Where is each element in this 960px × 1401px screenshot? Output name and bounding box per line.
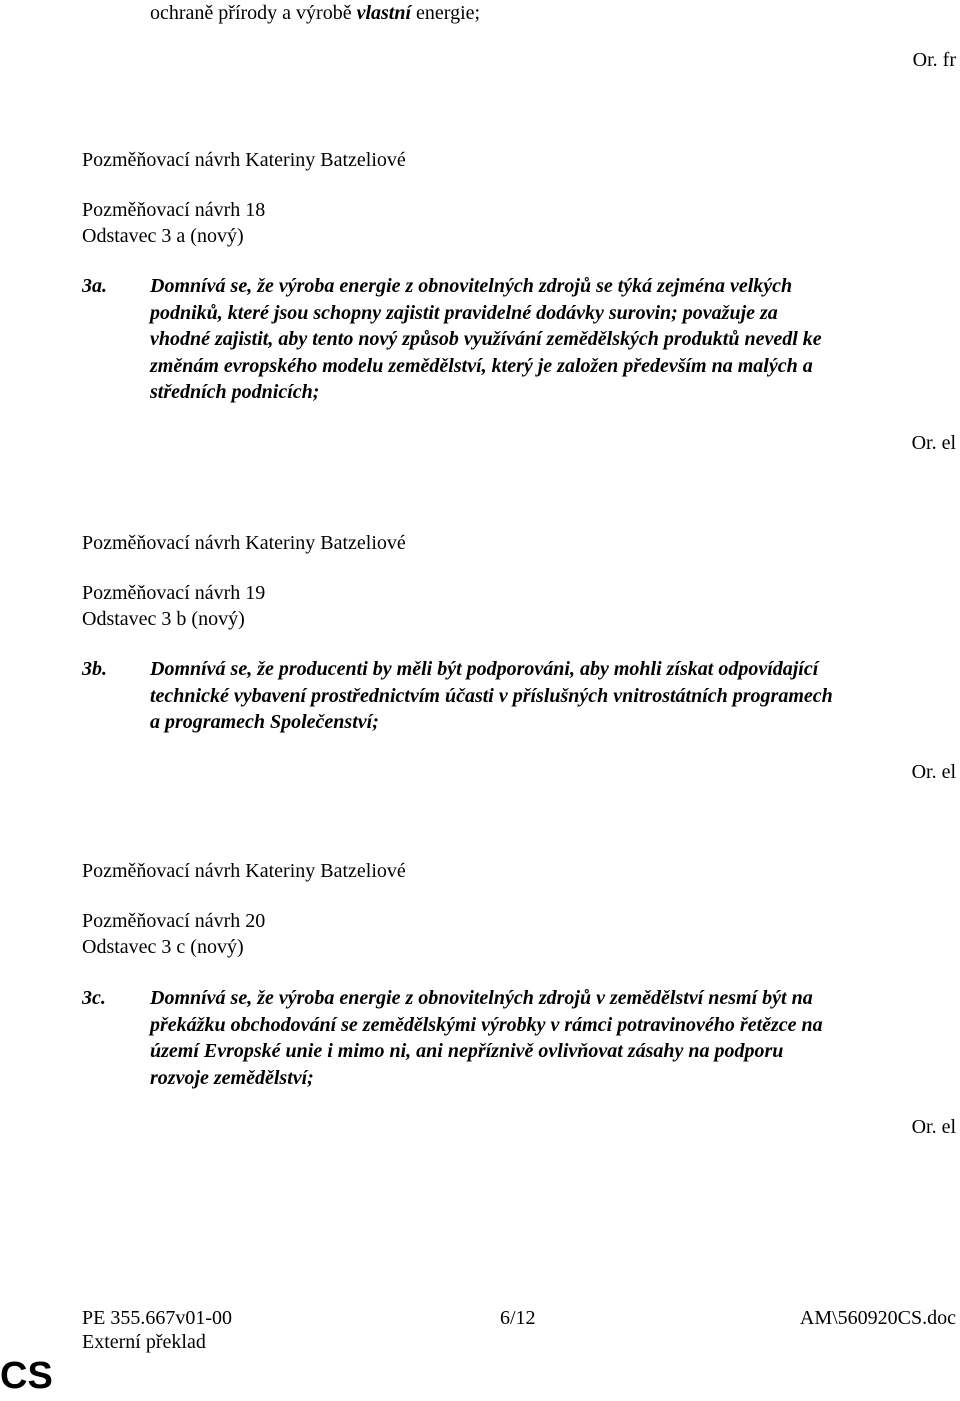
amendment-author: Pozměňovací návrh Kateriny Batzeliové (82, 149, 406, 171)
amendment-text-line: území Evropské unie i mimo ni, ani nepříznivě ovlivňovat zásahy na podporu (150, 1040, 784, 1062)
top-text-emphasis: vlastní (356, 2, 412, 24)
amendment-text-line: změnám evropského modelu zemědělství, který je založen především na malých a (150, 354, 813, 377)
item-number: 3a. (82, 275, 107, 297)
amendment-author: Pozměňovací návrh Kateriny Batzeliové (82, 860, 406, 882)
amendment-text (150, 656, 950, 736)
amendment-text-line: podniků, které jsou schopny zajistit pravidelné dodávky surovin; považuje za (150, 301, 778, 324)
item-number: 3c. (82, 987, 106, 1009)
footer-document-name: AM\560920CS.doc (799, 1307, 956, 1329)
amendment-number: Pozměňovací návrh 18 (82, 199, 266, 221)
amendment-text-line: středních podnicích; (150, 381, 320, 403)
original-language-el: Or. el (911, 761, 956, 783)
footer-reference: PE 355.667v01-00 (82, 1307, 232, 1329)
amendment-text-line: a programech Společenství; (150, 711, 379, 733)
amendment-text-line: překážku obchodování se zemědělskými výrobky v rámci potravinového řetězce na (150, 1013, 823, 1036)
amendment-text (150, 273, 950, 406)
amendment-paragraph: Odstavec 3 a (nový) (82, 225, 244, 247)
footer-page-number: 6/12 (500, 1307, 536, 1329)
amendment-text (150, 985, 950, 1091)
amendment-paragraph: Odstavec 3 b (nový) (82, 608, 245, 630)
amendment-author: Pozměňovací návrh Kateriny Batzeliové (82, 532, 406, 554)
footer-language-code: CS (0, 1355, 53, 1397)
item-number: 3b. (82, 658, 107, 680)
original-language-el: Or. el (911, 1116, 956, 1138)
amendment-paragraph: Odstavec 3 c (nový) (82, 936, 244, 958)
amendment-text-line: rozvoje zemědělství; (150, 1066, 314, 1089)
top-text-before: ochraně přírody a výrobě (150, 2, 357, 24)
amendment-text-line: Domnívá se, že producenti by měli být podporováni, aby mohli získat odpovídající (150, 658, 819, 680)
amendment-text-line: Domnívá se, že výroba energie z obnovitelných zdrojů v zemědělství nesmí být na (150, 987, 813, 1009)
amendment-text-line: vhodné zajistit, aby tento nový způsob využívání zemědělských produktů nevedl ke (150, 328, 822, 350)
original-language-el: Or. el (911, 432, 956, 454)
amendment-text-line: Domnívá se, že výroba energie z obnovitelných zdrojů se týká zejména velkých (150, 275, 793, 297)
amendment-number: Pozměňovací návrh 19 (82, 582, 266, 604)
footer-translation-note: Externí překlad (82, 1331, 206, 1353)
top-text-after: energie; (411, 2, 481, 24)
amendment-text-line: technické vybavení prostřednictvím účasti v příslušných vnitrostátních programech (150, 684, 833, 707)
original-language-fr: Or. fr (912, 49, 956, 71)
amendment-number: Pozměňovací návrh 20 (82, 910, 266, 932)
top-continuation-text (150, 0, 480, 26)
